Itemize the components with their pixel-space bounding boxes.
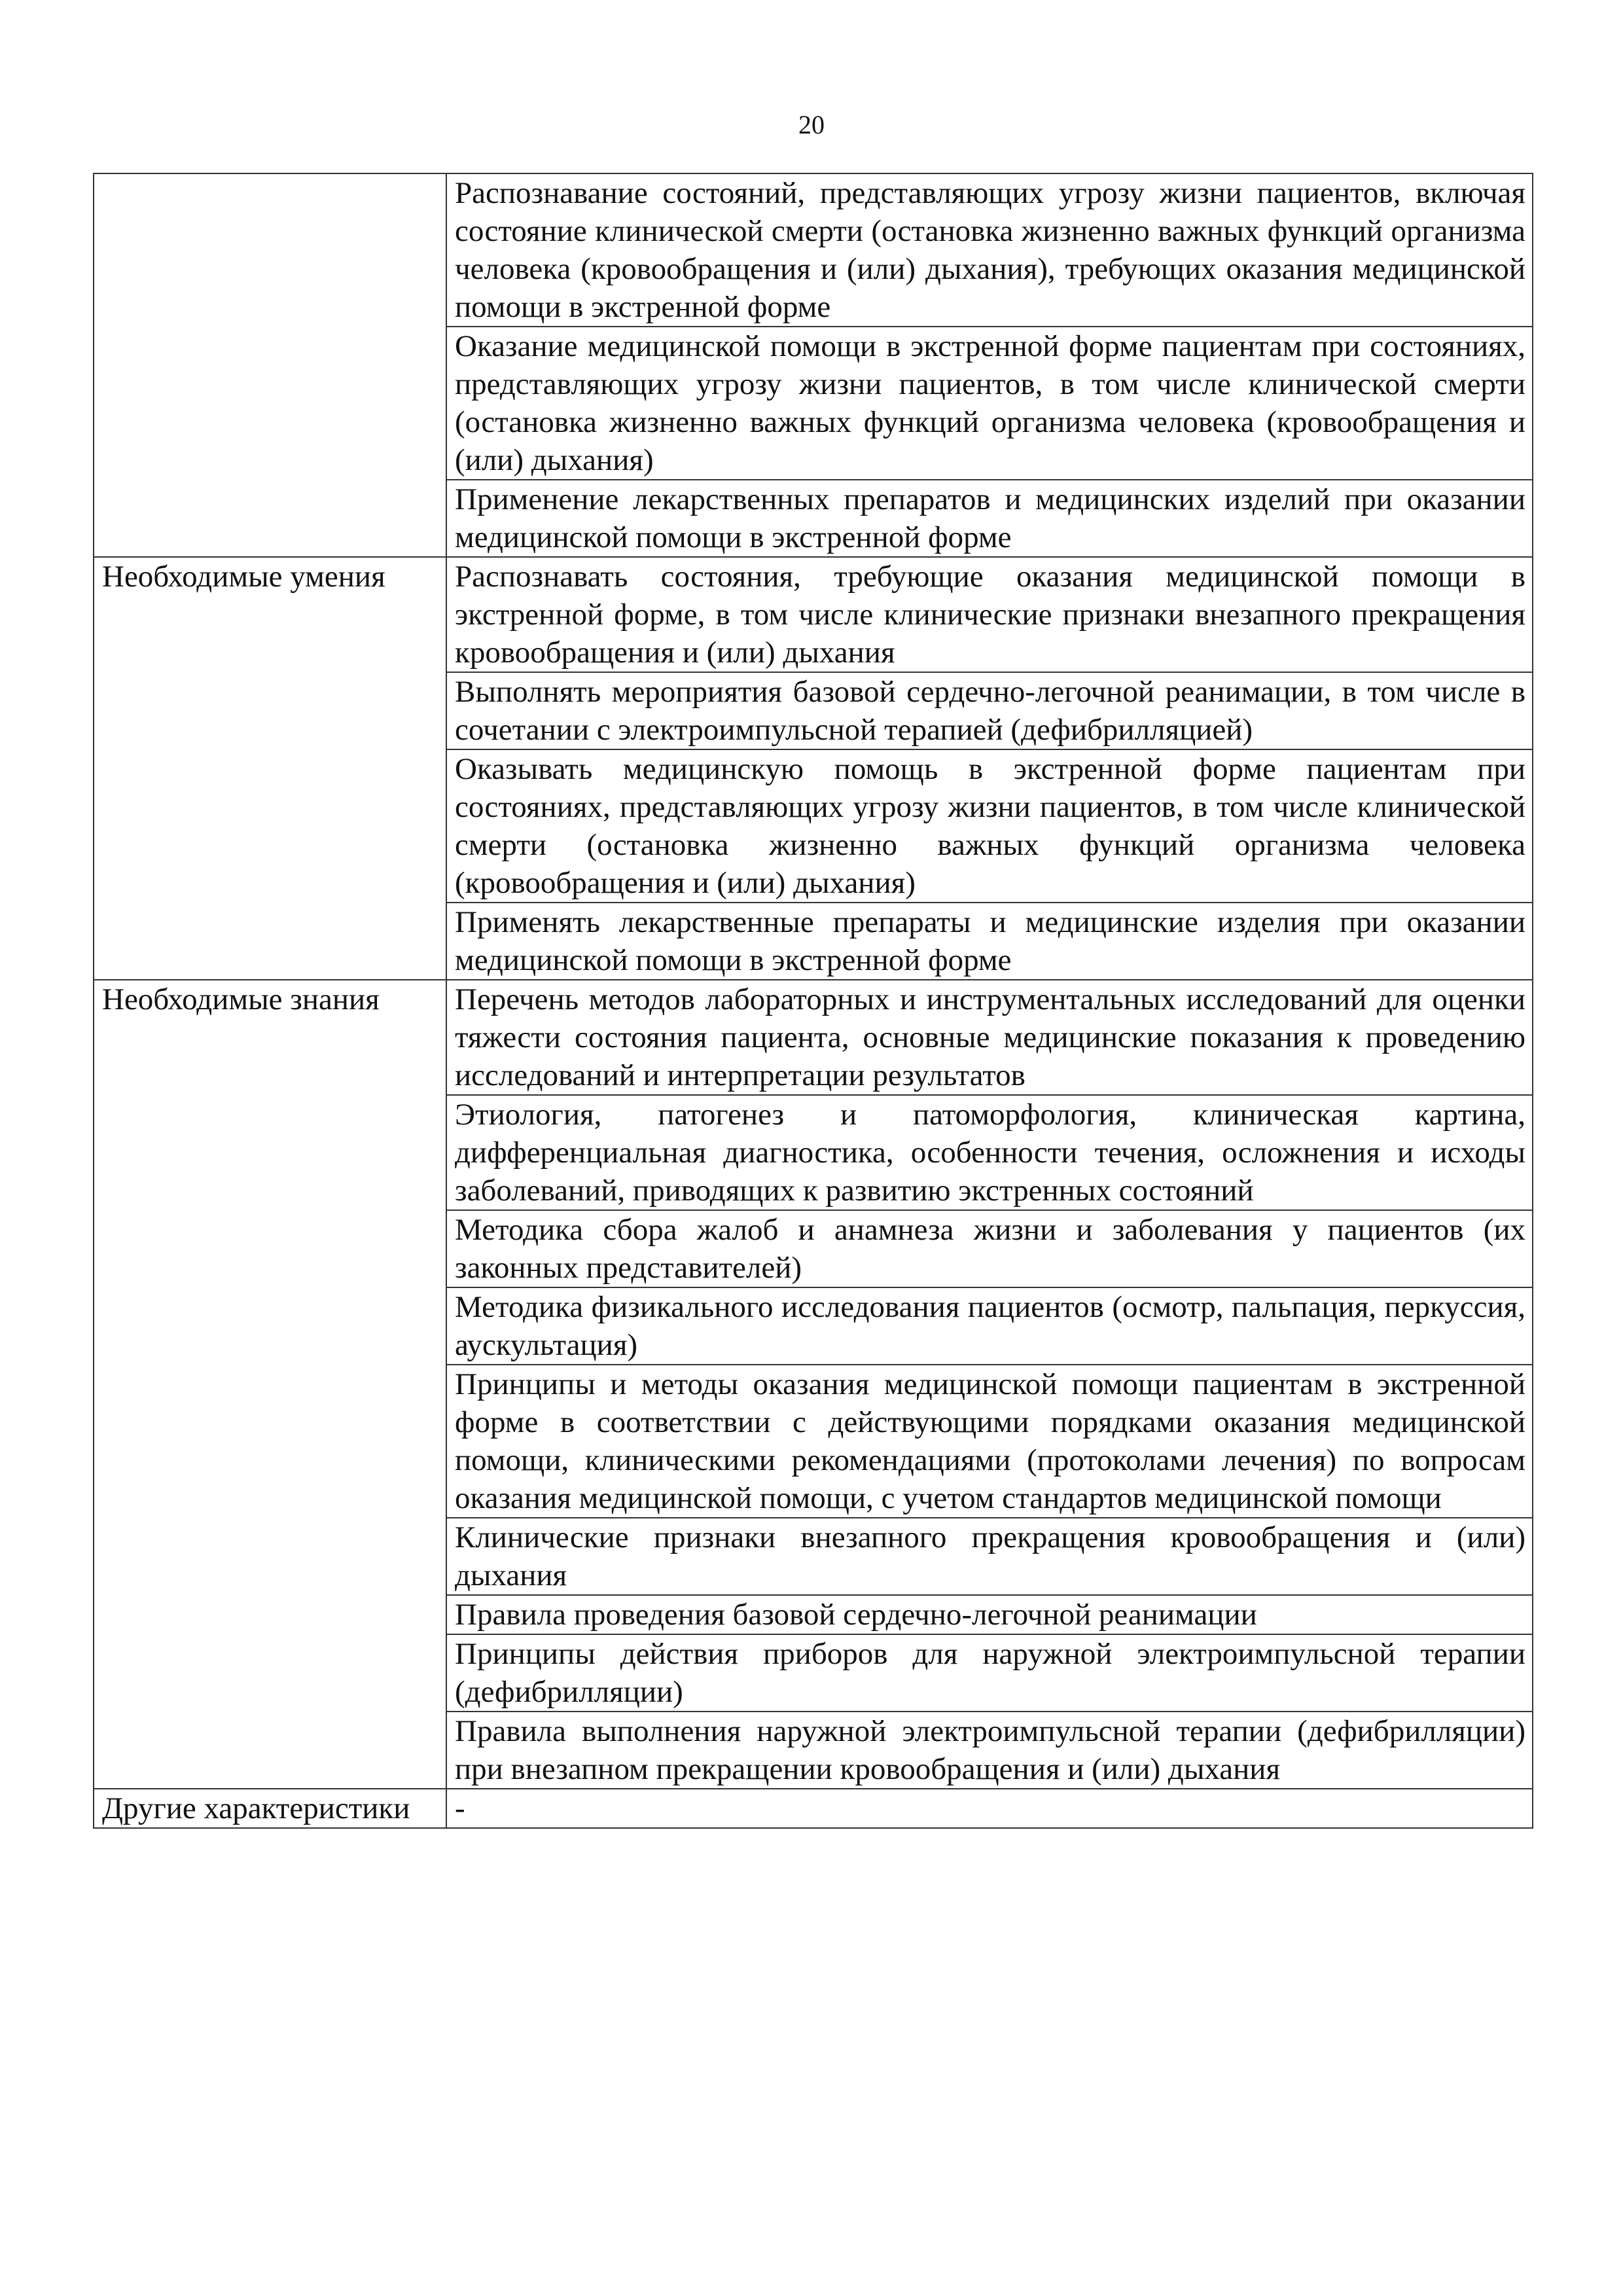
table-cell: Методика физикального исследования пациентов (осмотр, пальпация, перкуссия, аускультация) (446, 1287, 1533, 1365)
table-cell: Применять лекарственные препараты и медицинские изделия при оказании медицинской помощи в экстренной форме (446, 903, 1533, 980)
table-cell: Применение лекарственных препаратов и медицинских изделий при оказании медицинской помощи в экстренной форме (446, 480, 1533, 557)
table-cell: Методика сбора жалоб и анамнеза жизни и заболевания у пациентов (их законных представителей) (446, 1210, 1533, 1287)
table-cell: Этиология, патогенез и патоморфология, клиническая картина, дифференциальная диагностика, особенности течения, осложнения и исходы заболеваний, приводящих к развитию экстренных состояний (446, 1095, 1533, 1210)
table-row (94, 557, 1533, 672)
table-cell: Клинические признаки внезапного прекращения кровообращения и (или) дыхания (446, 1518, 1533, 1595)
table-row (94, 173, 1533, 327)
row-label-continued (94, 173, 446, 557)
page-number: 20 (798, 110, 825, 139)
row-label-other: Другие характеристики (94, 1789, 446, 1828)
table-cell: Выполнять мероприятия базовой сердечно-легочной реанимации, в том числе в сочетании с электроимпульсной терапией (дефибрилляцией) (446, 672, 1533, 749)
table-cell: Принципы и методы оказания медицинской помощи пациентам в экстренной форме в соответствии с действующими порядками оказания медицинской помощи, клиническими рекомендациями (протоколами лечения) по вопросам оказания медицинской помощи, с учетом стандартов медицинской помощи (446, 1365, 1533, 1518)
table-cell: Распознавание состояний, представляющих угрозу жизни пациентов, включая состояние клинической смерти (остановка жизненно важных функций организма человека (кровообращения и (или) дыхания), требующих оказания медицинской помощи в экстренной форме (446, 173, 1533, 327)
table-cell: Правила проведения базовой сердечно-легочной реанимации (446, 1595, 1533, 1634)
table-row (94, 980, 1533, 1095)
row-label-skills: Необходимые умения (94, 557, 446, 980)
table-cell: Оказывать медицинскую помощь в экстренной форме пациентам при состояниях, представляющих угрозу жизни пациентов, в том числе клинической смерти (остановка жизненно важных функций организма человека (кровообращения и (или) дыхания) (446, 749, 1533, 903)
competency-table (93, 173, 1533, 1829)
table-cell: - (446, 1789, 1533, 1828)
table-cell: Принципы действия приборов для наружной электроимпульсной терапии (дефибрилляции) (446, 1634, 1533, 1712)
table-cell: Распознавать состояния, требующие оказания медицинской помощи в экстренной форме, в том числе клинические признаки внезапного прекращения кровообращения и (или) дыхания (446, 557, 1533, 672)
row-label-knowledge: Необходимые знания (94, 980, 446, 1789)
table-cell: Перечень методов лабораторных и инструментальных исследований для оценки тяжести состояния пациента, основные медицинские показания к проведению исследований и интерпретации результатов (446, 980, 1533, 1095)
table-cell: Правила выполнения наружной электроимпульсной терапии (дефибрилляции) при внезапном прекращении кровообращения и (или) дыхания (446, 1712, 1533, 1789)
table-row (94, 1789, 1533, 1828)
table-cell: Оказание медицинской помощи в экстренной форме пациентам при состояниях, представляющих угрозу жизни пациентов, в том числе клинической смерти (остановка жизненно важных функций организма человека (кровообращения и (или) дыхания) (446, 327, 1533, 480)
